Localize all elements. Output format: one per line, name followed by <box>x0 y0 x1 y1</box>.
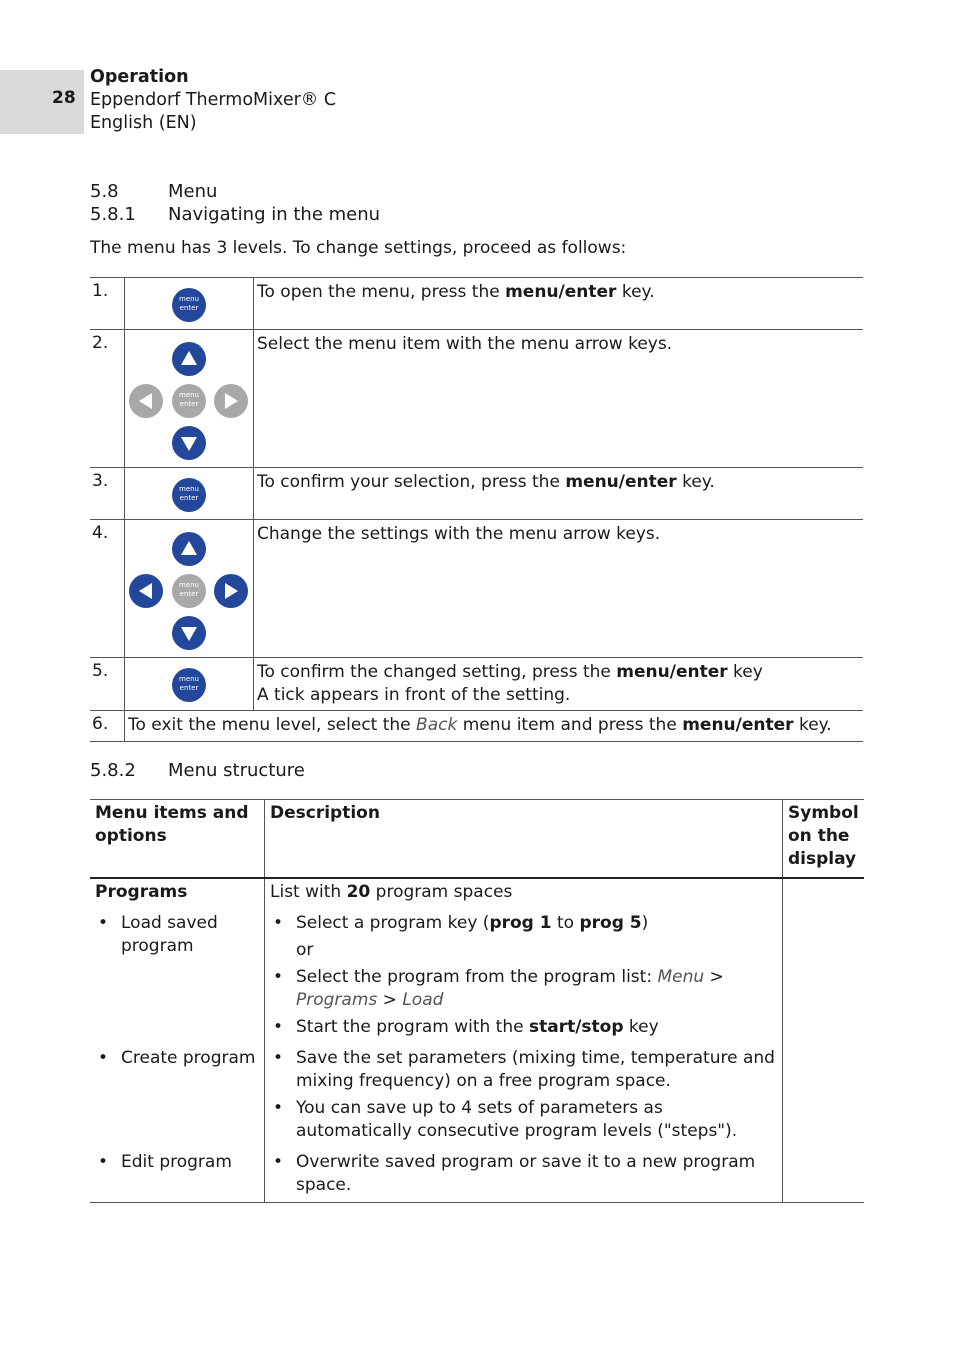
header-section: Operation <box>90 67 189 87</box>
table-row <box>90 1143 864 1203</box>
step-row: 6. To exit the menu level, select the Back menu item and press the menu/enter key. <box>90 711 863 742</box>
menu-enter-key-icon: menu enter <box>172 288 206 322</box>
table-row <box>90 1039 864 1143</box>
menu-enter-key-icon: menu enter <box>172 668 206 702</box>
arrow-right-key-icon <box>214 384 248 418</box>
step-text: Select the menu item with the menu arrow keys. <box>254 330 864 468</box>
steps-table <box>90 277 863 742</box>
menu-structure-table <box>90 799 864 1203</box>
column-header: Symbol on the display <box>783 800 865 879</box>
arrow-up-key-icon <box>172 532 206 566</box>
list-item: • Load saved program <box>95 912 264 958</box>
list-item: • Start the program with the start/stop key <box>270 1016 782 1039</box>
step-row: 4. menu enter Change the settings with the menu arrow keys. <box>90 520 863 658</box>
arrow-left-key-icon <box>129 384 163 418</box>
arrow-down-key-icon <box>172 426 206 460</box>
step-row: 2. menu enter Select the menu item with the menu arrow keys. <box>90 330 863 468</box>
step-text: To confirm the changed setting, press the menu/enter key A tick appears in front of the setting. <box>254 658 864 711</box>
header-product: Eppendorf ThermoMixer® C <box>90 90 337 110</box>
arrow-up-key-icon <box>172 342 206 376</box>
arrow-down-key-icon <box>172 616 206 650</box>
list-item: • Select the program from the program list: Menu > Programs > Load <box>270 966 782 1012</box>
step-row: 5. menu enter To confirm the changed setting, press the menu/enter key A tick appears in front of the setting. <box>90 658 863 711</box>
list-item: • Select a program key (prog 1 to prog 5) <box>270 912 782 935</box>
arrow-left-key-icon <box>129 574 163 608</box>
list-item: • Overwrite saved program or save it to a new program space. <box>270 1151 782 1197</box>
menu-enter-key-icon: menu enter <box>172 574 206 608</box>
header-language: English (EN) <box>90 113 197 133</box>
key-cell <box>125 520 254 658</box>
menu-enter-key-icon: menu enter <box>172 384 206 418</box>
running-header <box>90 66 336 135</box>
list-item: • Create program <box>95 1047 264 1070</box>
arrow-right-key-icon <box>214 574 248 608</box>
column-header: Description <box>265 800 783 879</box>
heading-5-8-1: 5.8.1 Navigating in the menu <box>90 204 381 225</box>
key-cell <box>125 278 254 330</box>
table-row <box>90 904 864 1039</box>
intro-text: The menu has 3 levels. To change settings, proceed as follows: <box>90 238 627 258</box>
step-row: 1. menu enter To open the menu, press the menu/enter key. <box>90 278 863 330</box>
step-text: To exit the menu level, select the Back menu item and press the menu/enter key. <box>125 711 864 742</box>
menu-enter-key-icon: menu enter <box>172 478 206 512</box>
step-row: 3. menu enter To confirm your selection, press the menu/enter key. <box>90 468 863 520</box>
column-header: Menu items and options <box>90 800 265 879</box>
key-cell <box>125 658 254 711</box>
or-text: or <box>296 940 314 960</box>
key-cell <box>125 468 254 520</box>
table-row: Programs List with 20 program spaces <box>90 878 864 904</box>
list-item: • You can save up to 4 sets of parameters as automatically consecutive program levels ("steps"). <box>270 1097 782 1143</box>
page-number: 28 <box>52 88 76 108</box>
list-item: • Edit program <box>95 1151 264 1174</box>
step-text: To open the menu, press the menu/enter key. <box>254 278 864 330</box>
list-item: • Save the set parameters (mixing time, temperature and mixing frequency) on a free program space. <box>270 1047 782 1093</box>
step-text: To confirm your selection, press the menu/enter key. <box>254 468 864 520</box>
heading-5-8: 5.8 Menu <box>90 181 218 202</box>
heading-5-8-2: 5.8.2 Menu structure <box>90 760 305 781</box>
step-text: Change the settings with the menu arrow keys. <box>254 520 864 658</box>
programs-label: Programs <box>95 882 188 902</box>
key-cell <box>125 330 254 468</box>
